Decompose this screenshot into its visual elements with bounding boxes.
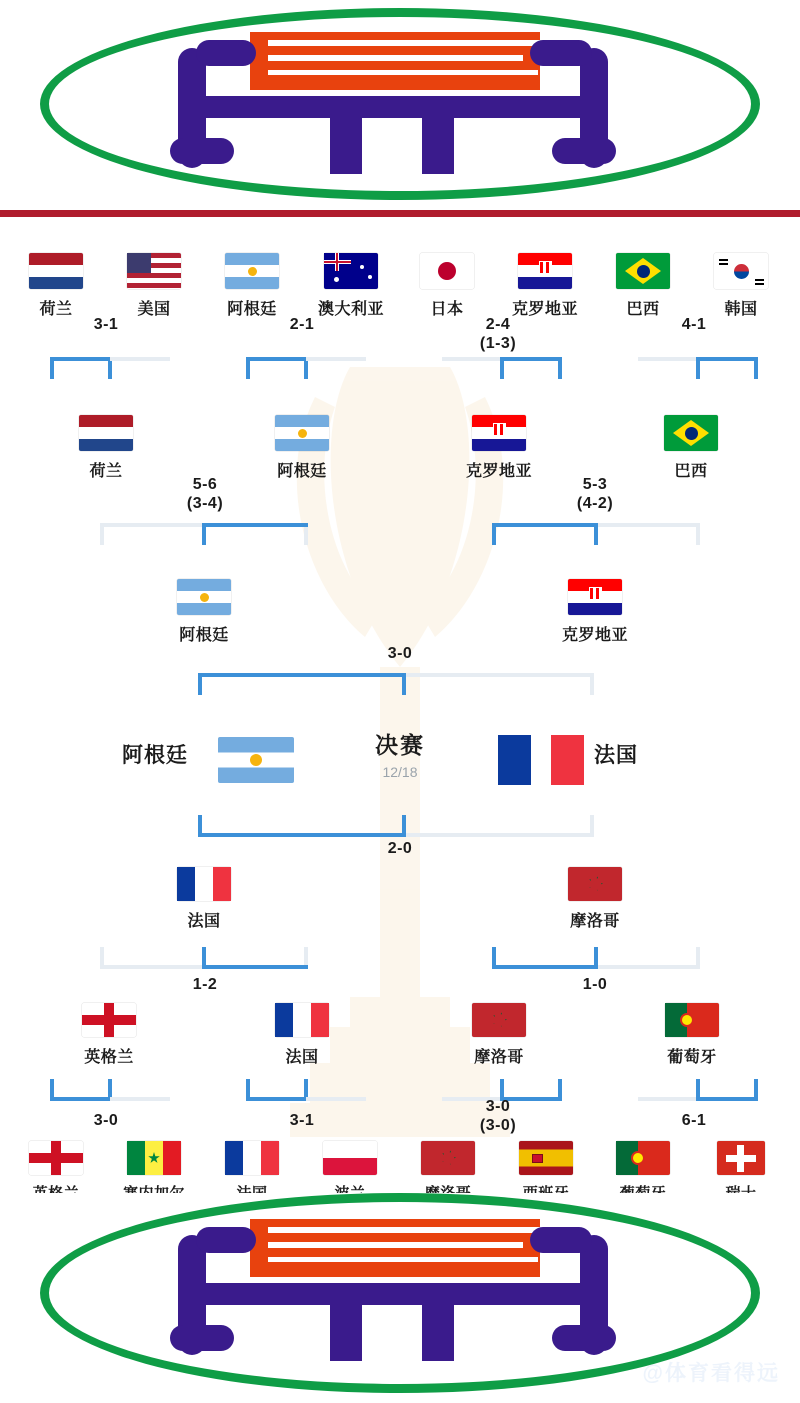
final-title: 决赛 xyxy=(375,732,425,758)
flag-nl xyxy=(29,253,83,289)
flag-br xyxy=(616,253,670,289)
flag-br xyxy=(664,415,718,451)
logo-stripes xyxy=(268,1227,553,1277)
score-top-r16-3: 2-4 (1-3) xyxy=(479,316,517,352)
team-name: 法国 xyxy=(285,1049,319,1066)
connector-sf-bottom xyxy=(198,815,594,837)
team-top-qf-3[interactable] xyxy=(456,415,542,481)
connector-r16-1 xyxy=(50,357,170,379)
flag-au xyxy=(324,253,378,289)
flag-ar xyxy=(225,253,279,289)
team-top-r16-8[interactable] xyxy=(702,253,780,319)
header-logo-band xyxy=(0,0,800,210)
team-name: 葡萄牙 xyxy=(667,1049,717,1066)
connector-qf-1 xyxy=(100,523,308,545)
team-bottom-qf-1[interactable] xyxy=(66,1003,152,1067)
score-top-sf: 3-0 xyxy=(387,645,413,662)
final-right-flag xyxy=(498,735,584,785)
team-name: 日本 xyxy=(430,301,464,318)
final-right-team-name: 法国 xyxy=(594,744,638,767)
team-name: 阿根廷 xyxy=(227,301,277,318)
team-top-qf-4[interactable] xyxy=(652,415,730,481)
score-bottom-r16-2: 3-1 xyxy=(289,1112,315,1129)
score-bottom-sf: 2-0 xyxy=(387,840,413,857)
score-top-r16-2: 2-1 xyxy=(289,316,315,333)
team-name: 摩洛哥 xyxy=(474,1049,524,1066)
team-name: 克罗地亚 xyxy=(561,627,628,644)
score-top-qf-2: 5-3 (4-2) xyxy=(576,476,614,512)
flag-fr xyxy=(275,1003,329,1037)
flag-en xyxy=(29,1141,83,1175)
team-name: 克罗地亚 xyxy=(465,463,532,480)
flag-ma xyxy=(568,867,622,901)
team-name: 摩洛哥 xyxy=(570,913,620,930)
final-left-flag xyxy=(218,737,294,783)
score-bottom-qf-1: 1-2 xyxy=(192,976,218,993)
team-top-r16-5[interactable] xyxy=(410,253,484,319)
flag-ar xyxy=(275,415,329,451)
team-name: 阿根廷 xyxy=(277,463,327,480)
team-name: 美国 xyxy=(137,301,171,318)
team-top-r16-3[interactable] xyxy=(212,253,292,319)
team-name: 荷兰 xyxy=(39,301,73,318)
team-name: 阿根廷 xyxy=(179,627,229,644)
flag-kr xyxy=(714,253,768,289)
flag-ma xyxy=(472,1003,526,1037)
team-top-sf-1[interactable] xyxy=(162,579,246,645)
flag-fr xyxy=(177,867,231,901)
logo-stripes xyxy=(268,40,553,90)
final-left-team-name: 阿根廷 xyxy=(122,744,188,767)
team-top-r16-4[interactable] xyxy=(308,253,394,319)
score-top-r16-1: 3-1 xyxy=(93,316,119,333)
connector-sf-top xyxy=(198,673,594,695)
score-top-r16-4: 4-1 xyxy=(681,316,707,333)
team-name: 巴西 xyxy=(626,301,660,318)
team-name: 巴西 xyxy=(674,463,708,480)
flag-pt xyxy=(665,1003,719,1037)
team-bottom-qf-2[interactable] xyxy=(262,1003,342,1067)
team-name: 韩国 xyxy=(724,301,758,318)
final-date: 12/18 xyxy=(382,764,418,780)
flag-nl xyxy=(79,415,133,451)
connector-r16-3 xyxy=(442,357,562,379)
logo-artwork xyxy=(0,0,800,210)
team-top-r16-2[interactable] xyxy=(114,253,194,319)
team-top-sf-2[interactable] xyxy=(552,579,638,645)
flag-hr xyxy=(518,253,572,289)
watermark-text: @体育看得远 xyxy=(642,1362,780,1385)
connector-br16-1 xyxy=(50,1079,170,1101)
flag-en xyxy=(82,1003,136,1037)
team-bottom-qf-4[interactable] xyxy=(652,1003,732,1067)
flag-fr xyxy=(225,1141,279,1175)
team-name: 克罗地亚 xyxy=(511,301,578,318)
final-label xyxy=(320,727,480,780)
connector-bqf-1 xyxy=(100,947,308,969)
team-name: 澳大利亚 xyxy=(317,301,384,318)
team-bottom-qf-3[interactable] xyxy=(456,1003,542,1067)
flag-pt xyxy=(616,1141,670,1175)
connector-br16-4 xyxy=(638,1079,758,1101)
team-bottom-sf-1[interactable] xyxy=(162,867,246,931)
team-name: 荷兰 xyxy=(89,463,123,480)
connector-r16-2 xyxy=(246,357,366,379)
score-bottom-r16-1: 3-0 xyxy=(93,1112,119,1129)
flag-es xyxy=(519,1141,573,1175)
team-bottom-sf-2[interactable] xyxy=(552,867,638,931)
connector-qf-2 xyxy=(492,523,700,545)
team-top-r16-1[interactable] xyxy=(16,253,96,319)
team-name: 法国 xyxy=(187,913,221,930)
flag-pl xyxy=(323,1141,377,1175)
bracket-canvas xyxy=(0,217,800,1193)
team-top-qf-1[interactable] xyxy=(66,415,146,481)
flag-sn xyxy=(127,1141,181,1175)
team-top-r16-6[interactable] xyxy=(502,253,588,319)
connector-br16-2 xyxy=(246,1079,366,1101)
score-top-qf-1: 5-6 (3-4) xyxy=(186,476,224,512)
score-bottom-qf-2: 1-0 xyxy=(582,976,608,993)
flag-ma xyxy=(421,1141,475,1175)
connector-r16-4 xyxy=(638,357,758,379)
score-bottom-r16-4: 6-1 xyxy=(681,1112,707,1129)
score-bottom-r16-3: 3-0 (3-0) xyxy=(479,1098,517,1134)
team-top-r16-7[interactable] xyxy=(604,253,682,319)
header-divider xyxy=(0,210,800,217)
connector-bqf-2 xyxy=(492,947,700,969)
flag-us xyxy=(127,253,181,289)
flag-hr xyxy=(472,415,526,451)
flag-hr xyxy=(568,579,622,615)
flag-ar xyxy=(177,579,231,615)
flag-ch xyxy=(717,1141,765,1175)
footer-logo-band xyxy=(0,1193,800,1403)
team-top-qf-2[interactable] xyxy=(262,415,342,481)
flag-jp xyxy=(420,253,474,289)
team-name: 英格兰 xyxy=(84,1049,134,1066)
